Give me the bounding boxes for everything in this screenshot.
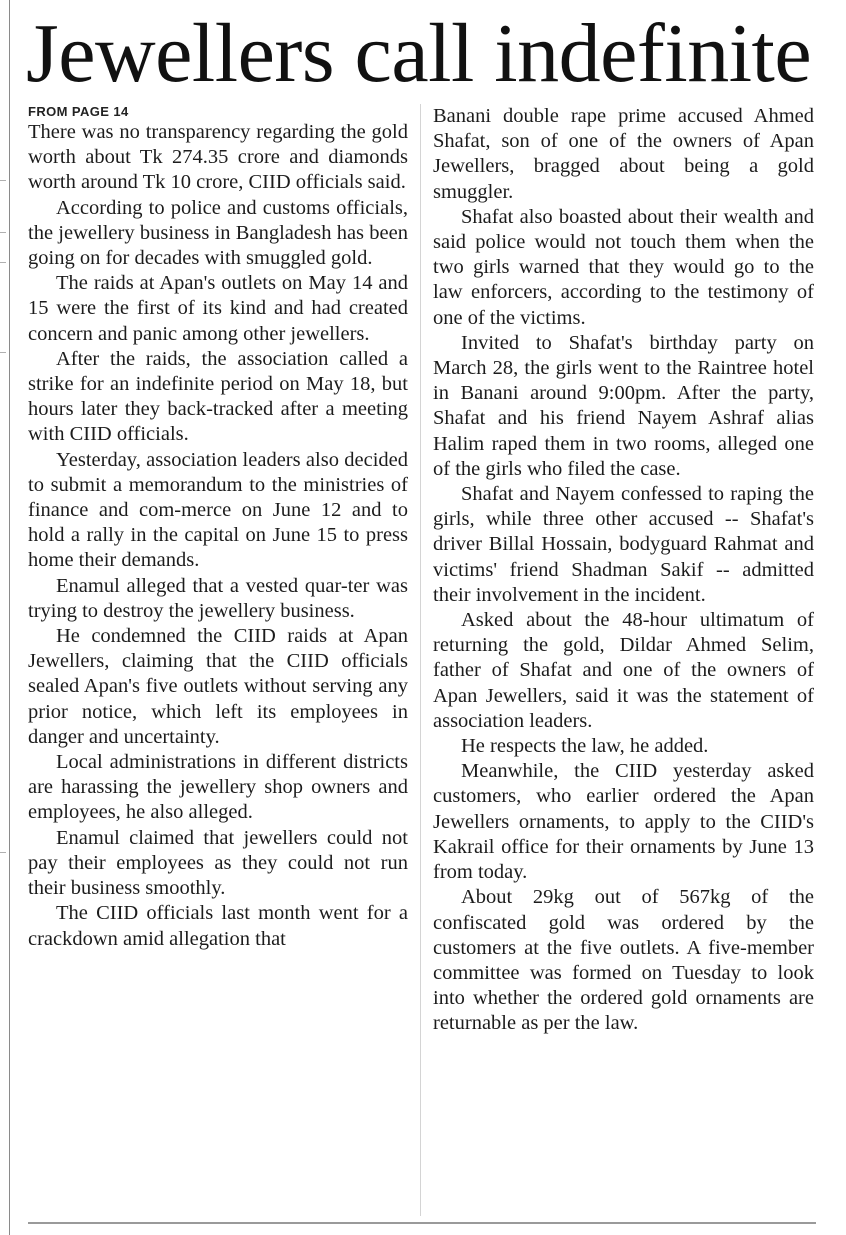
- margin-tick: [0, 352, 6, 353]
- paragraph: Invited to Shafat's birthday party on March 28, the girls went to the Raintree hotel in Banani around 9:00pm. After the party, Shafat and his friend Nayem Ashraf alias Halim raped them in two rooms, alleged one of the girls who filed the case.: [433, 331, 814, 480]
- paragraph: Asked about the 48-hour ultimatum of returning the gold, Dildar Ahmed Selim, father of Shafat and one of the owners of Apan Jewellers, said it was the statement of association leaders.: [433, 609, 814, 732]
- paragraph: Banani double rape prime accused Ahmed Shafat, son of one of the owners of Apan Jewellers, bragged about being a gold smuggler.: [433, 105, 814, 203]
- margin-tick: [0, 852, 6, 853]
- paragraph: Meanwhile, the CIID yesterday asked customers, who earlier ordered the Apan Jewellers ornaments, to apply to the CIID's Kakrail office for their ornaments by June 13 from today.: [433, 760, 814, 884]
- paragraph: There was no transparency regarding the gold worth about Tk 274.35 crore and diamonds worth around Tk 10 crore, CIID officials said.: [28, 121, 408, 194]
- margin-tick: [0, 262, 6, 263]
- paragraph: After the raids, the association called a strike for an indefinite period on May 18, but hours later they back-tracked after a meeting with CIID officials.: [28, 347, 408, 446]
- paragraph: Enamul claimed that jewellers could not pay their employees as they could not run their business smoothly.: [28, 826, 408, 900]
- article-column-right: [433, 104, 814, 1037]
- paragraph: He condemned the CIID raids at Apan Jewellers, claiming that the CIID officials sealed Apan's five outlets without serving any prior notice, which left its employees in danger and uncertainty.: [28, 625, 408, 748]
- headline: Jewellers call indefinite: [26, 7, 812, 100]
- left-margin-rule: [9, 0, 10, 1235]
- paragraph: The CIID officials last month went for a crackdown amid allegation that: [28, 902, 408, 950]
- paragraph: Local administrations in different districts are harassing the jewellery shop owners and employees, he also alleged.: [28, 751, 408, 824]
- paragraph: According to police and customs officials, the jewellery business in Bangladesh has been going on for decades with smuggled gold.: [28, 196, 408, 270]
- paragraph: About 29kg out of 567kg of the confiscated gold was ordered by the customers at the five outlets. A five-member committee was formed on Tuesday to look into whether the ordered gold ornaments are returnable as per the law.: [433, 886, 814, 1035]
- paragraph: Enamul alleged that a vested quar-ter was trying to destroy the jewellery business.: [28, 574, 408, 622]
- margin-tick: [0, 232, 6, 233]
- bottom-rule: [28, 1222, 816, 1224]
- paragraph: Shafat also boasted about their wealth and said police would not touch them when the two girls warned that they would go to the law enforcers, according to the testimony of one of the victims.: [433, 205, 814, 329]
- jump-line: FROM PAGE 14: [28, 104, 129, 119]
- paragraph: Yesterday, association leaders also decided to submit a memorandum to the ministries of finance and com-merce on June 12 and to hold a rally in the capital on June 15 to press home their demands.: [28, 448, 408, 572]
- column-divider: [420, 104, 421, 1216]
- margin-tick: [0, 180, 6, 181]
- article-column-left: [28, 104, 408, 952]
- paragraph: He respects the law, he added.: [461, 735, 709, 758]
- paragraph: The raids at Apan's outlets on May 14 and 15 were the first of its kind and had created concern and panic among other jewellers.: [28, 272, 408, 345]
- paragraph: Shafat and Nayem confessed to raping the girls, while three other accused -- Shafat's driver Billal Hossain, bodyguard Rahmat and victims' friend Shadman Sakif -- admitted their involvement in the incident.: [433, 483, 814, 606]
